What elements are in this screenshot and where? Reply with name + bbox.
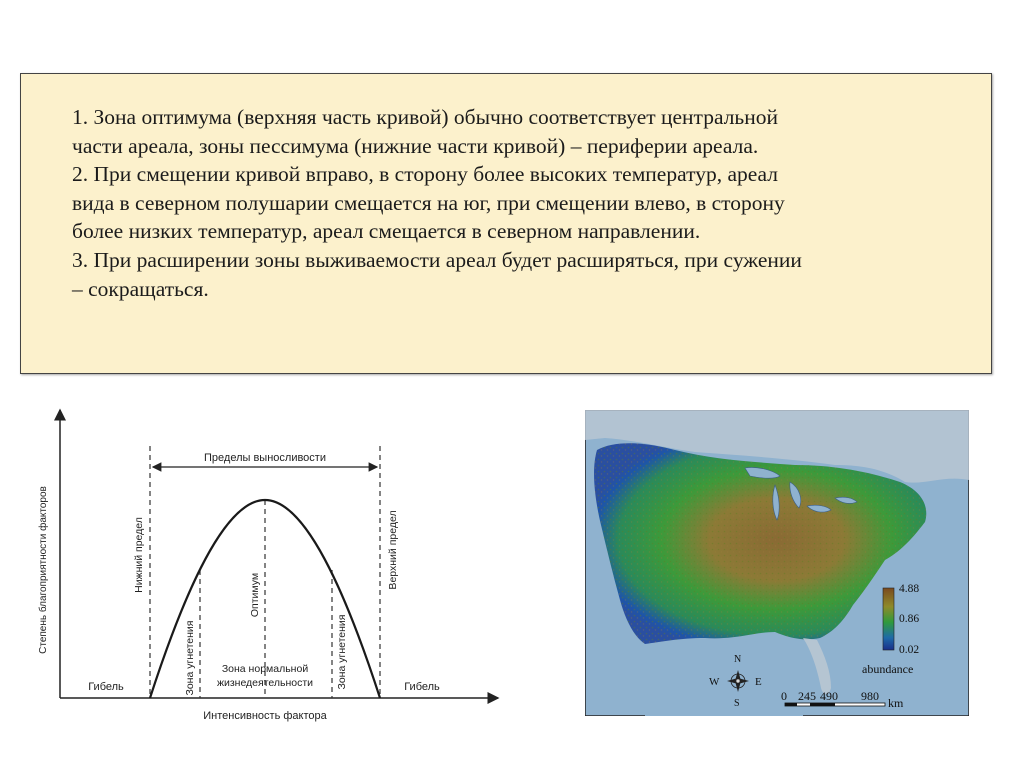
- y-axis-label: Степень благоприятности факторов: [38, 486, 49, 654]
- tolerance-limits-label: Пределы выносливости: [204, 452, 326, 464]
- lower-limit-label: Нижний предел: [133, 517, 145, 593]
- compass-w: W: [709, 676, 720, 688]
- text-line: части ареала, зоны пессимума (нижние части кривой) – периферии ареала.: [72, 133, 759, 158]
- death-right-label: Гибель: [404, 681, 440, 693]
- depression-left-label: Зона угнетения: [184, 620, 196, 696]
- depression-right-label: Зона угнетения: [336, 614, 348, 690]
- legend-colorbar: [883, 588, 894, 650]
- text-lines: [72, 103, 802, 303]
- scale-490: 490: [820, 689, 838, 703]
- gulf-of-mexico: [645, 640, 803, 716]
- optimum-label: Оптимум: [249, 572, 261, 618]
- x-axis-label: Интенсивность фактора: [203, 710, 327, 722]
- abundance-map-svg: [585, 410, 969, 716]
- legend-mid: 0.86: [899, 613, 920, 625]
- text-line: 2. При смещении кривой вправо, в сторону более высоких температур, ареал: [72, 162, 779, 187]
- scale-unit: km: [888, 696, 904, 710]
- compass-s: S: [734, 698, 740, 709]
- text-line: 3. При расширении зоны выживаемости ареал будет расширяться, при сужении: [72, 247, 802, 272]
- legend-min: 0.02: [899, 644, 920, 656]
- normal-zone-label-1: Зона нормальной: [221, 663, 309, 675]
- compass-n: N: [734, 654, 742, 665]
- text-line: более низких температур, ареал смещается в северном направлении.: [72, 219, 701, 244]
- upper-limit-label: Верхний предел: [387, 510, 399, 590]
- text-panel: [20, 73, 992, 374]
- death-left-label: Гибель: [88, 681, 124, 693]
- text-line: – сокращаться.: [72, 276, 209, 301]
- scale-bar: [785, 703, 885, 706]
- scale-245: 245: [798, 689, 816, 703]
- text-line: 1. Зона оптимума (верхняя часть кривой) обычно соответствует центральной: [72, 105, 778, 129]
- scale-0: 0: [781, 689, 787, 703]
- normal-zone-label-2: жизнедеятельности: [216, 677, 314, 689]
- legend-title: abundance: [862, 662, 914, 676]
- text-line: вида в северном полушарии смещается на юг, при смещении влево, в сторону: [72, 190, 785, 215]
- compass-e: E: [755, 676, 762, 688]
- abundance-map: [585, 410, 969, 716]
- legend-max: 4.88: [899, 583, 920, 595]
- scale-980: 980: [861, 689, 879, 703]
- tolerance-diagram-svg: [30, 400, 510, 730]
- tolerance-diagram: [30, 400, 510, 730]
